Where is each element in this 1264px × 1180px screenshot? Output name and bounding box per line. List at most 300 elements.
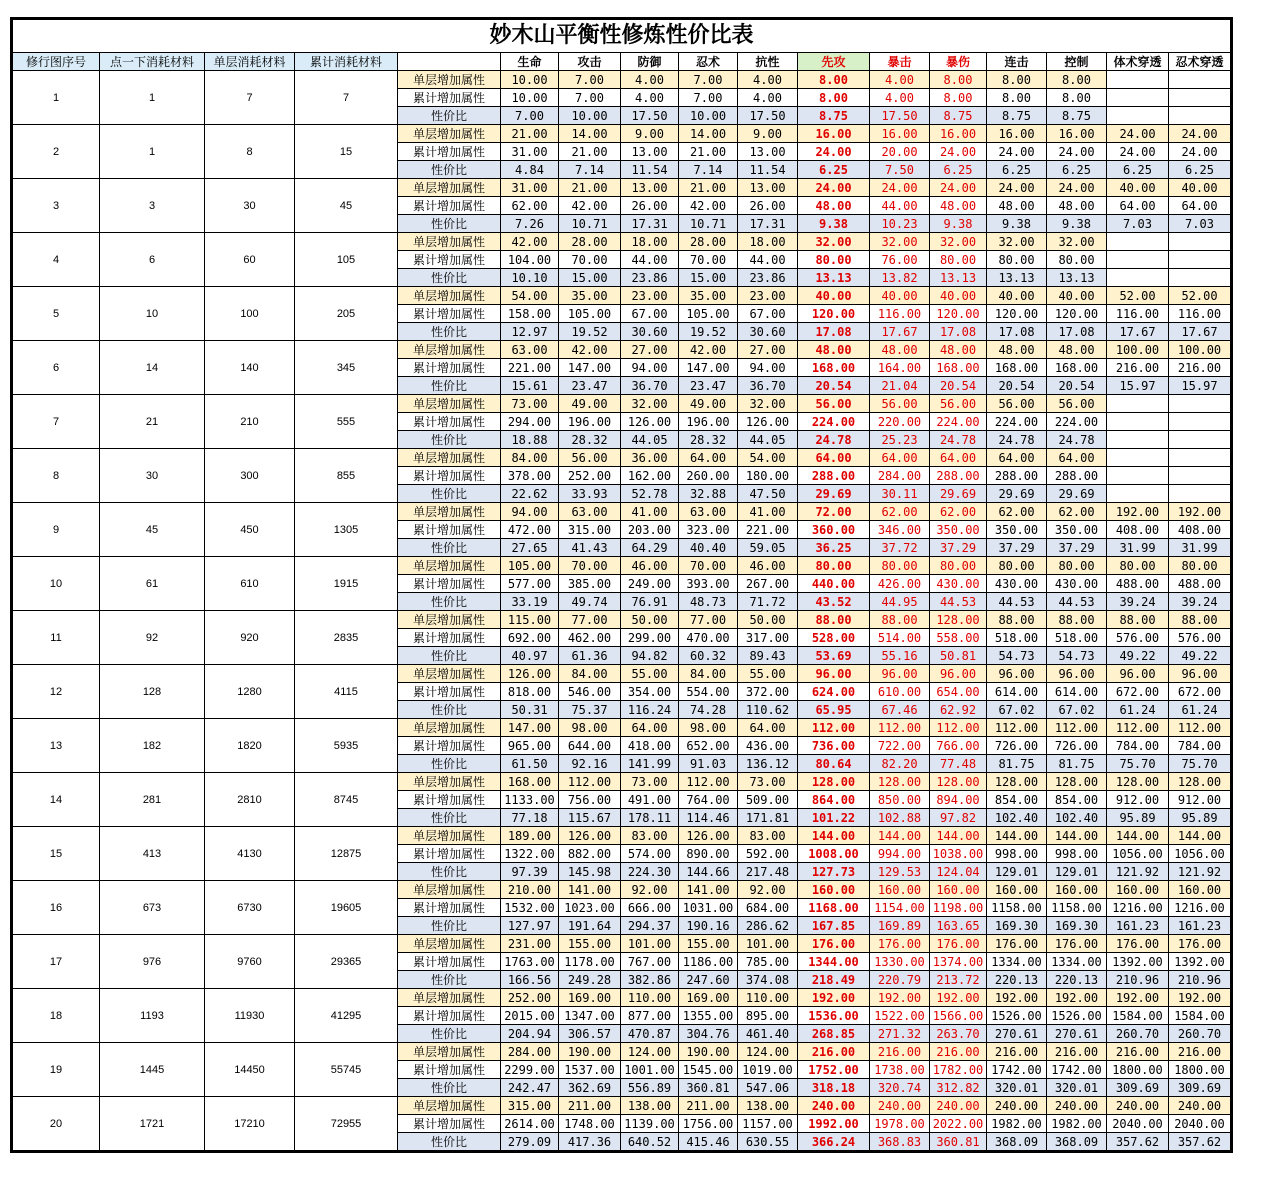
value-cell: 13.13 bbox=[930, 269, 987, 287]
value-cell: 1537.00 bbox=[559, 1061, 621, 1079]
value-cell: 160.00 bbox=[987, 881, 1047, 899]
value-cell: 17.08 bbox=[798, 323, 870, 341]
value-cell: 284.00 bbox=[870, 467, 930, 485]
value-cell: 64.00 bbox=[621, 719, 679, 737]
value-cell: 48.00 bbox=[798, 341, 870, 359]
value-cell: 116.00 bbox=[1169, 305, 1231, 323]
value-cell: 1526.00 bbox=[987, 1007, 1047, 1025]
per-click-cost: 6 bbox=[100, 233, 205, 287]
value-cell bbox=[1169, 431, 1231, 449]
value-cell: 350.00 bbox=[987, 521, 1047, 539]
single-layer-row bbox=[13, 503, 1231, 521]
row-label: 单层增加属性 bbox=[398, 449, 501, 467]
value-cell: 317.00 bbox=[738, 629, 798, 647]
value-cell: 216.00 bbox=[1047, 1043, 1107, 1061]
value-cell: 360.81 bbox=[679, 1079, 738, 1097]
cumulative-cost: 5935 bbox=[295, 719, 398, 773]
value-cell: 40.00 bbox=[1169, 179, 1231, 197]
value-cell: 144.00 bbox=[1107, 827, 1169, 845]
value-cell: 83.00 bbox=[621, 827, 679, 845]
value-cell: 6.25 bbox=[930, 161, 987, 179]
row-label: 单层增加属性 bbox=[398, 989, 501, 1007]
cumulative-cost: 41295 bbox=[295, 989, 398, 1043]
value-cell: 240.00 bbox=[930, 1097, 987, 1115]
value-cell: 288.00 bbox=[1047, 467, 1107, 485]
value-cell: 8.75 bbox=[930, 107, 987, 125]
header-stat: 防御 bbox=[621, 53, 679, 71]
header-stat: 连击 bbox=[987, 53, 1047, 71]
value-cell: 17.50 bbox=[738, 107, 798, 125]
value-cell: 1756.00 bbox=[679, 1115, 738, 1133]
value-cell: 67.02 bbox=[1047, 701, 1107, 719]
value-cell: 221.00 bbox=[501, 359, 559, 377]
cumulative-cost: 4115 bbox=[295, 665, 398, 719]
value-cell: 64.00 bbox=[930, 449, 987, 467]
value-cell: 49.22 bbox=[1169, 647, 1231, 665]
value-cell: 160.00 bbox=[930, 881, 987, 899]
value-cell: 20.54 bbox=[1047, 377, 1107, 395]
value-cell bbox=[1107, 395, 1169, 413]
value-cell: 19.52 bbox=[679, 323, 738, 341]
value-cell: 360.00 bbox=[798, 521, 870, 539]
value-cell: 98.00 bbox=[559, 719, 621, 737]
value-cell: 21.04 bbox=[870, 377, 930, 395]
value-cell: 10.71 bbox=[559, 215, 621, 233]
value-cell: 80.00 bbox=[930, 251, 987, 269]
value-cell: 895.00 bbox=[738, 1007, 798, 1025]
value-cell: 592.00 bbox=[738, 845, 798, 863]
value-cell: 8.00 bbox=[987, 89, 1047, 107]
value-cell: 1158.00 bbox=[1047, 899, 1107, 917]
value-cell: 192.00 bbox=[930, 989, 987, 1007]
row-label: 累计增加属性 bbox=[398, 1007, 501, 1025]
value-cell: 24.78 bbox=[798, 431, 870, 449]
value-cell: 77.48 bbox=[930, 755, 987, 773]
value-cell: 128.00 bbox=[987, 773, 1047, 791]
value-cell: 854.00 bbox=[987, 791, 1047, 809]
value-cell: 120.00 bbox=[930, 305, 987, 323]
value-cell: 270.61 bbox=[987, 1025, 1047, 1043]
value-cell: 77.18 bbox=[501, 809, 559, 827]
value-cell: 24.00 bbox=[987, 143, 1047, 161]
value-cell: 96.00 bbox=[798, 665, 870, 683]
value-cell: 50.31 bbox=[501, 701, 559, 719]
value-cell bbox=[1107, 413, 1169, 431]
value-cell: 224.00 bbox=[798, 413, 870, 431]
value-cell: 192.00 bbox=[987, 989, 1047, 1007]
value-cell: 75.70 bbox=[1107, 755, 1169, 773]
value-cell: 40.40 bbox=[679, 539, 738, 557]
row-label: 累计增加属性 bbox=[398, 899, 501, 917]
level-number: 9 bbox=[13, 503, 100, 557]
row-label: 单层增加属性 bbox=[398, 233, 501, 251]
value-cell: 614.00 bbox=[1047, 683, 1107, 701]
value-cell: 101.22 bbox=[798, 809, 870, 827]
value-cell: 164.00 bbox=[870, 359, 930, 377]
value-cell: 672.00 bbox=[1107, 683, 1169, 701]
value-cell: 147.00 bbox=[679, 359, 738, 377]
value-cell: 128.00 bbox=[930, 611, 987, 629]
value-cell: 37.29 bbox=[987, 539, 1047, 557]
value-cell bbox=[1107, 107, 1169, 125]
value-cell: 192.00 bbox=[1107, 503, 1169, 521]
value-cell: 13.00 bbox=[738, 179, 798, 197]
value-cell: 31.99 bbox=[1107, 539, 1169, 557]
value-cell: 64.00 bbox=[1047, 449, 1107, 467]
value-cell: 1056.00 bbox=[1169, 845, 1231, 863]
single-layer-row bbox=[13, 341, 1231, 359]
value-cell: 70.00 bbox=[679, 557, 738, 575]
value-cell: 240.00 bbox=[870, 1097, 930, 1115]
value-cell: 48.00 bbox=[987, 341, 1047, 359]
value-cell: 44.05 bbox=[621, 431, 679, 449]
row-label: 累计增加属性 bbox=[398, 575, 501, 593]
row-label: 单层增加属性 bbox=[398, 179, 501, 197]
value-cell: 27.00 bbox=[738, 341, 798, 359]
layer-cost: 7 bbox=[205, 71, 295, 125]
level-number: 2 bbox=[13, 125, 100, 179]
layer-cost: 60 bbox=[205, 233, 295, 287]
value-cell: 60.32 bbox=[679, 647, 738, 665]
value-cell: 162.00 bbox=[621, 467, 679, 485]
value-cell: 80.00 bbox=[1107, 557, 1169, 575]
level-number: 20 bbox=[13, 1097, 100, 1151]
row-label: 累计增加属性 bbox=[398, 953, 501, 971]
value-cell: 59.05 bbox=[738, 539, 798, 557]
value-cell: 121.92 bbox=[1169, 863, 1231, 881]
value-cell: 1374.00 bbox=[930, 953, 987, 971]
value-cell: 224.00 bbox=[930, 413, 987, 431]
value-cell: 80.00 bbox=[1047, 251, 1107, 269]
row-label: 性价比 bbox=[398, 431, 501, 449]
value-cell: 764.00 bbox=[679, 791, 738, 809]
value-cell: 4.00 bbox=[870, 71, 930, 89]
value-cell: 418.00 bbox=[621, 737, 679, 755]
value-cell: 169.00 bbox=[559, 989, 621, 1007]
value-cell: 48.00 bbox=[987, 197, 1047, 215]
value-cell: 80.00 bbox=[798, 557, 870, 575]
value-cell: 32.00 bbox=[738, 395, 798, 413]
value-cell: 189.00 bbox=[501, 827, 559, 845]
row-label: 性价比 bbox=[398, 701, 501, 719]
layer-cost: 1820 bbox=[205, 719, 295, 773]
value-cell: 7.00 bbox=[501, 107, 559, 125]
value-cell: 15.97 bbox=[1169, 377, 1231, 395]
value-cell: 13.00 bbox=[621, 179, 679, 197]
value-cell: 299.00 bbox=[621, 629, 679, 647]
value-cell: 168.00 bbox=[987, 359, 1047, 377]
value-cell bbox=[1169, 89, 1231, 107]
value-cell: 144.00 bbox=[930, 827, 987, 845]
value-cell: 39.24 bbox=[1169, 593, 1231, 611]
value-cell: 4.00 bbox=[621, 89, 679, 107]
layer-cost: 30 bbox=[205, 179, 295, 233]
value-cell: 231.00 bbox=[501, 935, 559, 953]
value-cell: 1158.00 bbox=[987, 899, 1047, 917]
header-stat: 攻击 bbox=[559, 53, 621, 71]
value-cell: 242.47 bbox=[501, 1079, 559, 1097]
cumulative-cost: 1305 bbox=[295, 503, 398, 557]
value-cell: 766.00 bbox=[930, 737, 987, 755]
row-label: 性价比 bbox=[398, 647, 501, 665]
value-cell: 666.00 bbox=[621, 899, 679, 917]
single-layer-row bbox=[13, 449, 1231, 467]
value-cell: 126.00 bbox=[738, 413, 798, 431]
value-cell: 29.69 bbox=[930, 485, 987, 503]
value-cell: 260.70 bbox=[1107, 1025, 1169, 1043]
value-cell: 9.38 bbox=[987, 215, 1047, 233]
value-cell: 9.38 bbox=[798, 215, 870, 233]
level-number: 19 bbox=[13, 1043, 100, 1097]
value-cell: 1198.00 bbox=[930, 899, 987, 917]
value-cell: 42.00 bbox=[679, 341, 738, 359]
value-cell: 41.00 bbox=[738, 503, 798, 521]
value-cell: 160.00 bbox=[870, 881, 930, 899]
value-cell: 24.78 bbox=[987, 431, 1047, 449]
value-cell: 224.00 bbox=[987, 413, 1047, 431]
value-cell: 558.00 bbox=[930, 629, 987, 647]
row-label: 累计增加属性 bbox=[398, 359, 501, 377]
value-cell: 4.00 bbox=[738, 71, 798, 89]
value-cell: 1584.00 bbox=[1107, 1007, 1169, 1025]
row-label: 累计增加属性 bbox=[398, 197, 501, 215]
value-cell: 461.40 bbox=[738, 1025, 798, 1043]
value-cell: 15.00 bbox=[679, 269, 738, 287]
row-label: 累计增加属性 bbox=[398, 629, 501, 647]
value-cell: 62.92 bbox=[930, 701, 987, 719]
value-cell: 18.00 bbox=[738, 233, 798, 251]
value-cell: 71.72 bbox=[738, 593, 798, 611]
header-sequence-no: 修行图序号 bbox=[13, 53, 100, 71]
value-cell: 77.00 bbox=[559, 611, 621, 629]
value-cell: 21.00 bbox=[559, 179, 621, 197]
cumulative-cost: 15 bbox=[295, 125, 398, 179]
value-cell: 216.00 bbox=[870, 1043, 930, 1061]
value-cell: 10.23 bbox=[870, 215, 930, 233]
value-cell: 15.00 bbox=[559, 269, 621, 287]
row-label: 性价比 bbox=[398, 809, 501, 827]
value-cell: 472.00 bbox=[501, 521, 559, 539]
value-cell: 204.94 bbox=[501, 1025, 559, 1043]
level-number: 1 bbox=[13, 71, 100, 125]
value-cell: 64.00 bbox=[798, 449, 870, 467]
value-cell: 306.57 bbox=[559, 1025, 621, 1043]
value-cell: 176.00 bbox=[930, 935, 987, 953]
value-cell: 80.00 bbox=[1047, 557, 1107, 575]
value-cell: 92.00 bbox=[621, 881, 679, 899]
value-cell: 320.01 bbox=[1047, 1079, 1107, 1097]
value-cell: 169.30 bbox=[987, 917, 1047, 935]
value-cell bbox=[1169, 233, 1231, 251]
value-cell: 408.00 bbox=[1107, 521, 1169, 539]
value-cell: 20.54 bbox=[930, 377, 987, 395]
value-cell: 1536.00 bbox=[798, 1007, 870, 1025]
value-cell: 1019.00 bbox=[738, 1061, 798, 1079]
single-layer-row bbox=[13, 71, 1231, 89]
value-cell: 102.40 bbox=[987, 809, 1047, 827]
value-cell: 7.50 bbox=[870, 161, 930, 179]
value-cell: 408.00 bbox=[1169, 521, 1231, 539]
value-cell: 217.48 bbox=[738, 863, 798, 881]
value-cell: 49.74 bbox=[559, 593, 621, 611]
value-cell: 100.00 bbox=[1169, 341, 1231, 359]
value-cell: 417.36 bbox=[559, 1133, 621, 1151]
layer-cost: 11930 bbox=[205, 989, 295, 1043]
value-cell: 48.00 bbox=[930, 341, 987, 359]
level-number: 10 bbox=[13, 557, 100, 611]
value-cell: 2015.00 bbox=[501, 1007, 559, 1025]
value-cell: 155.00 bbox=[559, 935, 621, 953]
value-cell: 13.00 bbox=[738, 143, 798, 161]
value-cell: 252.00 bbox=[559, 467, 621, 485]
value-cell: 80.64 bbox=[798, 755, 870, 773]
value-cell: 128.00 bbox=[1047, 773, 1107, 791]
layer-cost: 17210 bbox=[205, 1097, 295, 1151]
value-cell: 40.00 bbox=[930, 287, 987, 305]
value-cell: 210.96 bbox=[1107, 971, 1169, 989]
value-cell: 24.00 bbox=[1047, 143, 1107, 161]
value-cell: 1738.00 bbox=[870, 1061, 930, 1079]
value-cell: 8.00 bbox=[1047, 89, 1107, 107]
value-cell: 48.00 bbox=[930, 197, 987, 215]
value-cell: 240.00 bbox=[1047, 1097, 1107, 1115]
value-cell: 127.73 bbox=[798, 863, 870, 881]
value-cell: 127.97 bbox=[501, 917, 559, 935]
level-number: 15 bbox=[13, 827, 100, 881]
value-cell: 192.00 bbox=[1169, 989, 1231, 1007]
single-layer-row bbox=[13, 287, 1231, 305]
value-cell: 315.00 bbox=[501, 1097, 559, 1115]
single-layer-row bbox=[13, 557, 1231, 575]
value-cell: 120.00 bbox=[798, 305, 870, 323]
value-cell: 30.60 bbox=[621, 323, 679, 341]
value-cell: 114.46 bbox=[679, 809, 738, 827]
value-cell: 80.00 bbox=[930, 557, 987, 575]
value-cell: 94.00 bbox=[621, 359, 679, 377]
value-cell: 18.00 bbox=[621, 233, 679, 251]
value-cell: 75.70 bbox=[1169, 755, 1231, 773]
value-cell: 13.00 bbox=[621, 143, 679, 161]
value-cell: 1566.00 bbox=[930, 1007, 987, 1025]
row-label: 性价比 bbox=[398, 971, 501, 989]
value-cell: 52.78 bbox=[621, 485, 679, 503]
value-cell: 17.31 bbox=[738, 215, 798, 233]
level-number: 13 bbox=[13, 719, 100, 773]
value-cell: 96.00 bbox=[930, 665, 987, 683]
value-cell: 88.00 bbox=[1107, 611, 1169, 629]
value-cell: 1056.00 bbox=[1107, 845, 1169, 863]
row-label: 累计增加属性 bbox=[398, 1061, 501, 1079]
value-cell: 64.00 bbox=[987, 449, 1047, 467]
header-stat: 暴伤 bbox=[930, 53, 987, 71]
level-number: 17 bbox=[13, 935, 100, 989]
value-cell: 288.00 bbox=[798, 467, 870, 485]
value-cell: 67.00 bbox=[621, 305, 679, 323]
single-layer-row bbox=[13, 1043, 1231, 1061]
value-cell: 10.00 bbox=[501, 71, 559, 89]
value-cell: 1186.00 bbox=[679, 953, 738, 971]
value-cell: 145.98 bbox=[559, 863, 621, 881]
value-cell: 41.00 bbox=[621, 503, 679, 521]
per-click-cost: 976 bbox=[100, 935, 205, 989]
row-label: 性价比 bbox=[398, 593, 501, 611]
value-cell: 158.00 bbox=[501, 305, 559, 323]
value-cell: 279.09 bbox=[501, 1133, 559, 1151]
value-cell: 320.74 bbox=[870, 1079, 930, 1097]
value-cell: 40.00 bbox=[1107, 179, 1169, 197]
value-cell: 1742.00 bbox=[987, 1061, 1047, 1079]
value-cell: 126.00 bbox=[621, 413, 679, 431]
value-cell: 890.00 bbox=[679, 845, 738, 863]
value-cell: 88.00 bbox=[1169, 611, 1231, 629]
value-cell: 95.89 bbox=[1107, 809, 1169, 827]
value-cell: 11.54 bbox=[738, 161, 798, 179]
value-cell: 21.00 bbox=[679, 143, 738, 161]
value-cell: 1752.00 bbox=[798, 1061, 870, 1079]
value-cell: 284.00 bbox=[501, 1043, 559, 1061]
value-cell: 7.03 bbox=[1169, 215, 1231, 233]
value-cell: 213.72 bbox=[930, 971, 987, 989]
value-cell: 54.00 bbox=[501, 287, 559, 305]
cumulative-cost: 29365 bbox=[295, 935, 398, 989]
value-cell: 192.00 bbox=[1107, 989, 1169, 1007]
value-cell: 95.89 bbox=[1169, 809, 1231, 827]
level-number: 3 bbox=[13, 179, 100, 233]
value-cell: 20.54 bbox=[798, 377, 870, 395]
value-cell: 547.06 bbox=[738, 1079, 798, 1097]
value-cell: 1763.00 bbox=[501, 953, 559, 971]
value-cell: 96.00 bbox=[1169, 665, 1231, 683]
value-cell: 74.28 bbox=[679, 701, 738, 719]
value-cell: 35.00 bbox=[559, 287, 621, 305]
value-cell: 88.00 bbox=[987, 611, 1047, 629]
value-cell: 72.00 bbox=[798, 503, 870, 521]
value-cell: 50.00 bbox=[621, 611, 679, 629]
value-cell: 39.24 bbox=[1107, 593, 1169, 611]
value-cell: 73.00 bbox=[738, 773, 798, 791]
value-cell: 80.00 bbox=[987, 557, 1047, 575]
value-cell: 216.00 bbox=[798, 1043, 870, 1061]
value-cell: 30.60 bbox=[738, 323, 798, 341]
value-cell: 304.76 bbox=[679, 1025, 738, 1043]
value-cell: 263.70 bbox=[930, 1025, 987, 1043]
header-stat: 生命 bbox=[501, 53, 559, 71]
value-cell: 4.00 bbox=[621, 71, 679, 89]
per-click-cost: 1193 bbox=[100, 989, 205, 1043]
value-cell: 77.00 bbox=[679, 611, 738, 629]
value-cell: 23.47 bbox=[679, 377, 738, 395]
value-cell: 19.52 bbox=[559, 323, 621, 341]
value-cell: 6.25 bbox=[798, 161, 870, 179]
value-cell: 14.00 bbox=[559, 125, 621, 143]
value-cell bbox=[1107, 251, 1169, 269]
layer-cost: 610 bbox=[205, 557, 295, 611]
value-cell: 12.97 bbox=[501, 323, 559, 341]
value-cell: 29.69 bbox=[798, 485, 870, 503]
per-click-cost: 673 bbox=[100, 881, 205, 935]
value-cell: 965.00 bbox=[501, 737, 559, 755]
value-cell: 80.00 bbox=[987, 251, 1047, 269]
value-cell: 1139.00 bbox=[621, 1115, 679, 1133]
value-cell: 112.00 bbox=[870, 719, 930, 737]
value-cell: 10.71 bbox=[679, 215, 738, 233]
row-label: 累计增加属性 bbox=[398, 791, 501, 809]
per-click-cost: 128 bbox=[100, 665, 205, 719]
value-cell: 672.00 bbox=[1169, 683, 1231, 701]
value-cell: 1154.00 bbox=[870, 899, 930, 917]
value-cell: 17.67 bbox=[1169, 323, 1231, 341]
value-cell bbox=[1107, 431, 1169, 449]
